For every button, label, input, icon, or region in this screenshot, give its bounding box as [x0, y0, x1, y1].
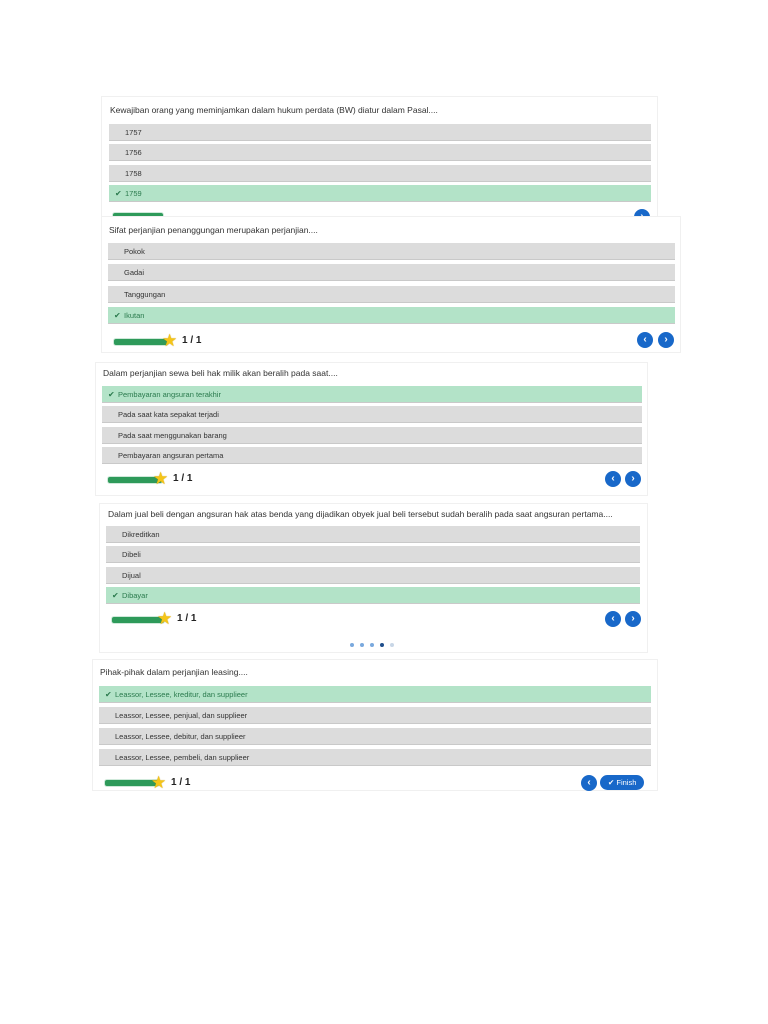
- answer-option[interactable]: [108, 286, 675, 303]
- option-label: 1759: [125, 189, 142, 198]
- check-icon: ✔: [115, 189, 122, 198]
- prev-button[interactable]: ‹: [605, 611, 621, 627]
- answer-option[interactable]: [99, 707, 651, 724]
- answer-option-selected[interactable]: [108, 307, 675, 324]
- answer-option-selected[interactable]: [109, 185, 651, 202]
- answer-option-selected[interactable]: [99, 686, 651, 703]
- star-icon: ★: [157, 609, 173, 628]
- answer-option[interactable]: [108, 243, 675, 260]
- check-icon: ✔: [112, 591, 119, 600]
- option-label: Leassor, Lessee, penjual, dan supplieer: [115, 711, 248, 720]
- question-text: Kewajiban orang yang meminjamkan dalam hukum perdata (BW) diatur dalam Pasal....: [110, 105, 438, 115]
- question-text: Sifat perjanjian penanggungan merupakan perjanjian....: [109, 225, 318, 235]
- finish-label: Finish: [616, 778, 637, 787]
- quiz-card-4: [99, 503, 648, 653]
- quiz-card-5: [92, 659, 658, 791]
- option-label: Leassor, Lessee, pembeli, dan supplieer: [115, 753, 250, 762]
- score-label: 1 / 1: [182, 335, 202, 346]
- option-label: Pembayaran angsuran terakhir: [118, 390, 221, 399]
- option-label: Ikutan: [124, 311, 145, 320]
- option-label: Dibayar: [122, 591, 148, 600]
- option-label: Gadai: [124, 268, 145, 277]
- quiz-card-1: [101, 96, 658, 218]
- check-icon: ✔: [108, 390, 115, 399]
- next-button[interactable]: ›: [625, 611, 641, 627]
- progress-bar: [113, 338, 169, 346]
- option-label: Leassor, Lessee, kreditur, dan supplieer: [115, 690, 248, 699]
- prev-button[interactable]: ‹: [605, 471, 621, 487]
- option-label: Dijual: [122, 571, 141, 580]
- answer-option-selected[interactable]: [106, 587, 640, 604]
- option-label: Dibeli: [122, 550, 141, 559]
- score-label: 1 / 1: [171, 777, 191, 788]
- question-text: Pihak-pihak dalam perjanjian leasing....: [100, 667, 248, 677]
- star-icon: ★: [153, 469, 169, 488]
- answer-option[interactable]: [102, 447, 642, 464]
- option-label: Pokok: [124, 247, 145, 256]
- option-label: 1757: [125, 128, 142, 137]
- answer-option[interactable]: [106, 546, 640, 563]
- pagination-dot[interactable]: [350, 643, 354, 647]
- answer-option[interactable]: [99, 749, 651, 766]
- quiz-card-3: [95, 362, 648, 496]
- next-button[interactable]: ›: [658, 332, 674, 348]
- score-label: 1 / 1: [177, 613, 197, 624]
- finish-button[interactable]: [600, 775, 644, 790]
- answer-option[interactable]: [109, 144, 651, 161]
- answer-option[interactable]: [99, 728, 651, 745]
- option-label: Tanggungan: [124, 290, 166, 299]
- score-label: 1 / 1: [173, 473, 193, 484]
- question-text: Dalam jual beli dengan angsuran hak atas benda yang dijadikan obyek jual beli tersebut sudah beralih pada saat angsuran pertama....: [108, 509, 613, 519]
- pagination-dot[interactable]: [360, 643, 364, 647]
- answer-option[interactable]: [102, 406, 642, 423]
- option-label: Leassor, Lessee, debitur, dan supplieer: [115, 732, 246, 741]
- pagination-dots: [350, 643, 400, 649]
- answer-option[interactable]: [106, 567, 640, 584]
- answer-option[interactable]: [109, 165, 651, 182]
- option-label: 1758: [125, 169, 142, 178]
- option-label: Pada saat menggunakan barang: [118, 431, 227, 440]
- check-icon: ✔: [608, 778, 617, 787]
- check-icon: ✔: [114, 311, 121, 320]
- question-text: Dalam perjanjian sewa beli hak milik akan beralih pada saat....: [103, 368, 338, 378]
- answer-option-selected[interactable]: [102, 386, 642, 403]
- option-label: Dikreditkan: [122, 530, 160, 539]
- option-label: Pembayaran angsuran pertama: [118, 451, 224, 460]
- star-icon: ★: [151, 773, 167, 792]
- pagination-dot-active[interactable]: [380, 643, 384, 647]
- check-icon: ✔: [105, 690, 112, 699]
- star-icon: ★: [162, 331, 178, 350]
- prev-button[interactable]: ‹: [637, 332, 653, 348]
- pagination-dot[interactable]: [370, 643, 374, 647]
- answer-option[interactable]: [106, 526, 640, 543]
- next-button[interactable]: ›: [625, 471, 641, 487]
- pagination-dot[interactable]: [390, 643, 394, 647]
- quiz-card-2: [101, 216, 681, 353]
- answer-option[interactable]: [108, 264, 675, 281]
- option-label: Pada saat kata sepakat terjadi: [118, 410, 219, 419]
- answer-option[interactable]: [102, 427, 642, 444]
- option-label: 1756: [125, 148, 142, 157]
- prev-button[interactable]: ‹: [581, 775, 597, 791]
- answer-option[interactable]: [109, 124, 651, 141]
- progress-fill: [113, 338, 169, 346]
